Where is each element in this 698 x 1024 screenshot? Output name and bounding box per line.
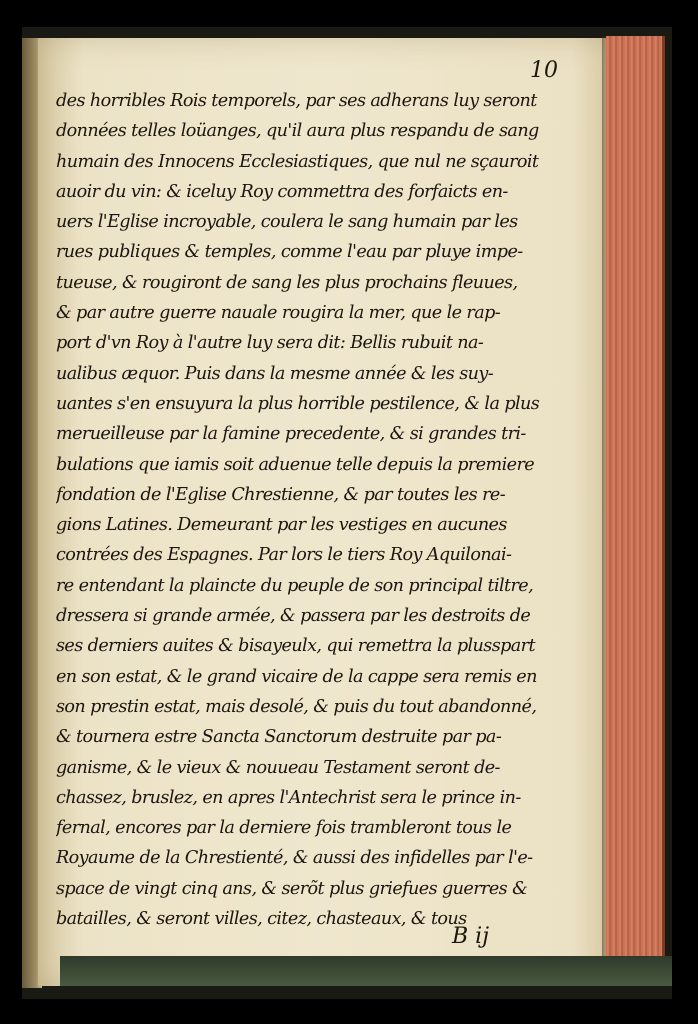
text-line: fondation de l'Eglise Chrestienne, & par toutes les re- [56, 484, 506, 505]
text-line: bulations que iamis soit aduenue telle depuis la premiere [56, 454, 535, 475]
text-line: tueuse, & rougiront de sang les plus prochains fleuues, [56, 272, 518, 293]
signature-catchword: B ij [452, 924, 490, 949]
text-line: en son estat, & le grand vicaire de la cappe sera remis en [56, 666, 537, 687]
text-line: fernal, encores par la derniere fois trambleront tous le [56, 818, 512, 839]
text-line: gions Latines. Demeurant par les vestiges en aucunes [56, 515, 507, 536]
page-number: 10 [530, 58, 558, 83]
text-line: re entendant la plaincte du peuple de son principal tiltre, [56, 575, 534, 596]
text-line: uantes s'en ensuyura la plus horrible pestilence, & la plus [56, 393, 540, 414]
text-line: port d'vn Roy à l'autre luy sera dit: Bellis rubuit na- [56, 333, 484, 354]
text-line: space de vingt cinq ans, & serõt plus griefues guerres & [56, 878, 528, 899]
text-line: merueilleuse par la famine precedente, & si grandes tri- [56, 424, 526, 445]
text-line: & tournera estre Sancta Sanctorum destruite par pa- [56, 727, 502, 748]
text-line: ualibus æquor. Puis dans la mesme année & les suy- [56, 363, 494, 384]
text-line: rues publiques & temples, comme l'eau par pluye impe- [56, 242, 523, 263]
text-line: Royaume de la Chrestienté, & aussi des infidelles par l'e- [56, 848, 533, 869]
text-line: & par autre guerre nauale rougira la mer, que le rap- [56, 303, 501, 324]
text-line: chassez, bruslez, en apres l'Antechrist sera le prince in- [56, 787, 521, 808]
text-line: ses derniers auites & bisayeulx, qui remettra la plusspart [56, 636, 535, 657]
text-line: contrées des Espagnes. Par lors le tiers Roy Aquilonai- [56, 545, 512, 566]
text-line: auoir du vin: & iceluy Roy commettra des forfaicts en- [56, 181, 508, 202]
text-line: humain des Innocens Ecclesiastiques, que nul ne sçauroit [56, 151, 539, 172]
text-line: ganisme, & le vieux & nouueau Testament seront de- [56, 757, 500, 778]
text-line: son prestin estat, mais desolé, & puis du tout abandonné, [56, 696, 537, 717]
page-text [56, 86, 568, 934]
text-line: uers l'Eglise incroyable, coulera le sang humain par les [56, 212, 518, 233]
red-fore-edge [606, 36, 665, 956]
text-line: données telles loüanges, qu'il aura plus respandu de sang [56, 121, 539, 142]
book-cover-bottom [60, 956, 672, 986]
text-line: dressera si grande armée, & passera par les destroits de [56, 606, 531, 627]
left-margin-marks [26, 560, 40, 900]
text-line: des horribles Rois temporels, par ses adherans luy seront [56, 91, 537, 111]
text-line: batailles, & seront villes, citez, chasteaux, & tous [56, 909, 467, 930]
